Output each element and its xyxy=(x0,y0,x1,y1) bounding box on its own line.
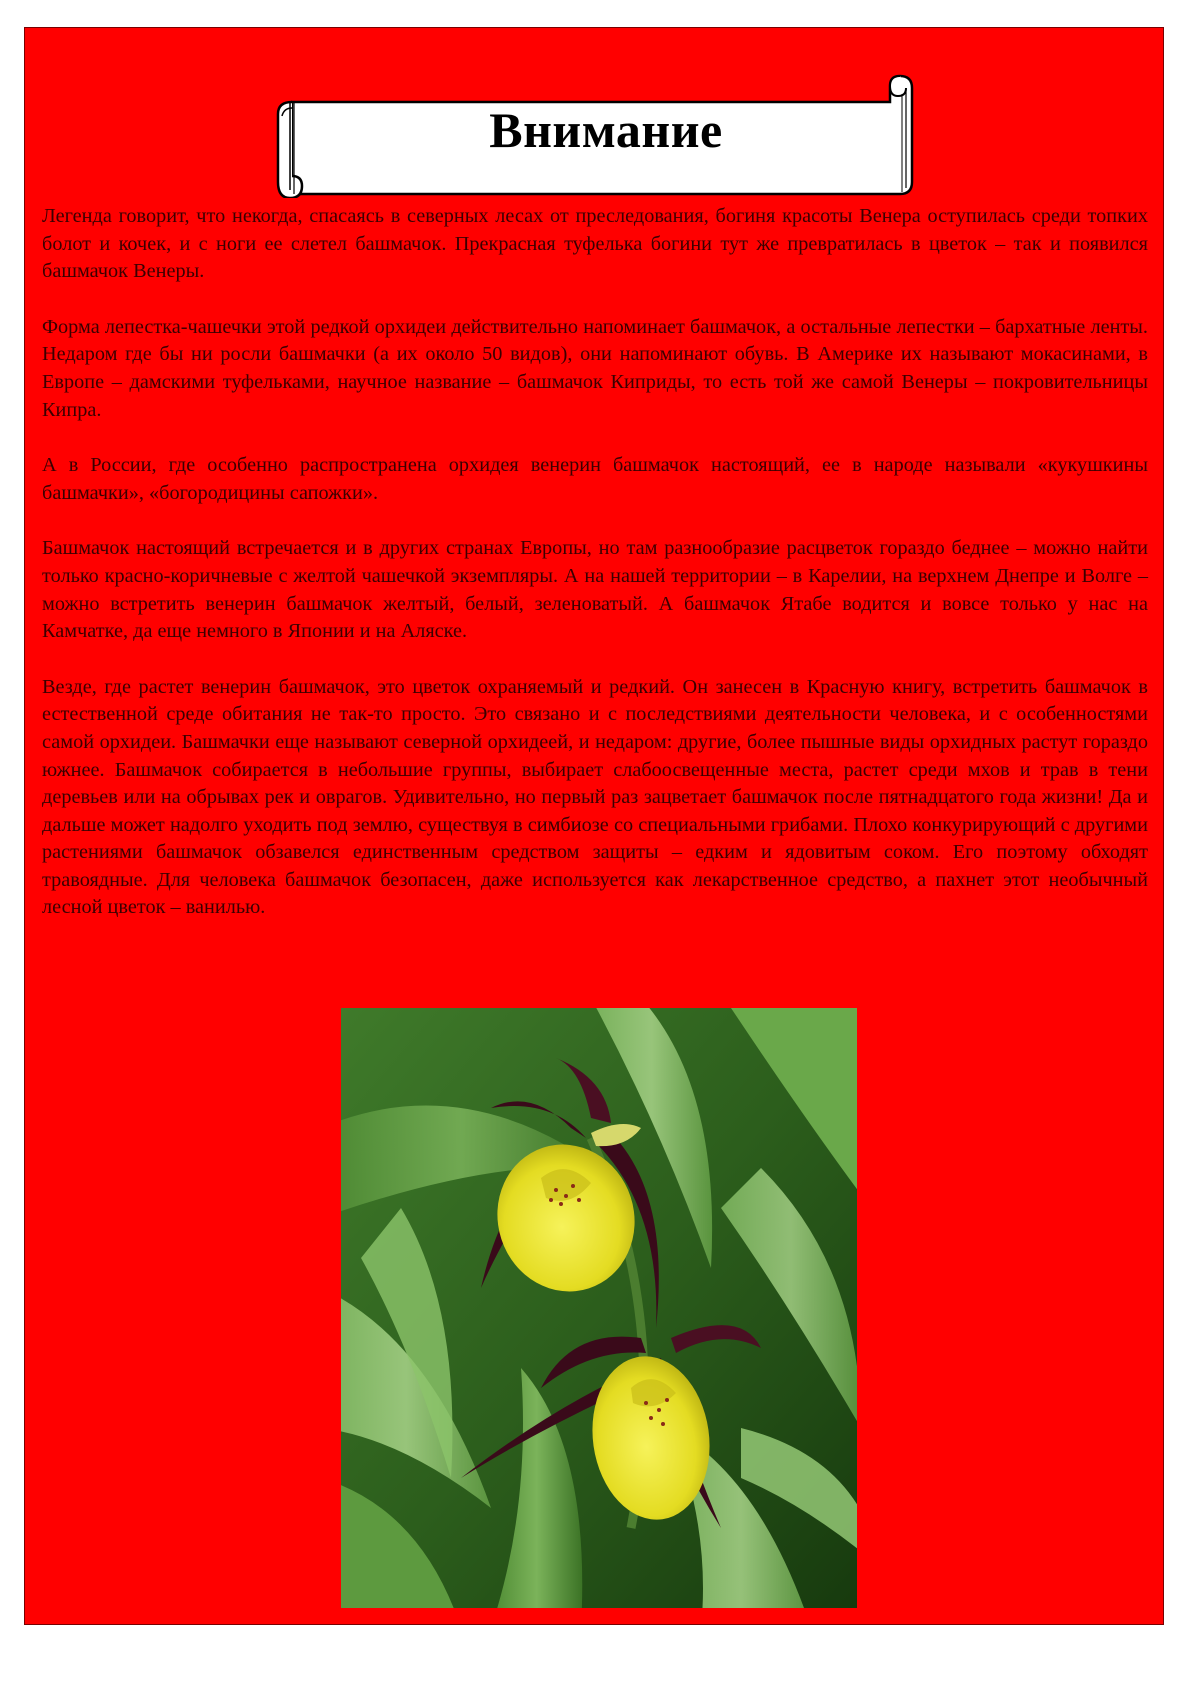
orchid-photo xyxy=(341,1008,857,1608)
page-title: Внимание xyxy=(489,102,723,158)
article-body xyxy=(42,203,1148,922)
document-page xyxy=(24,27,1164,1625)
paragraph-legend: Легенда говорит, что некогда, спасаясь в северных лесах от преследования, богиня красоты Венера оступилась среди топких болот и кочек, и с ноги ее слетел башмачок. Прекрасная туфелька богини тут же превратилась в цветок – так и появился башмачок Венеры. xyxy=(42,205,1148,283)
paragraph-europe: Башмачок настоящий встречается и в других странах Европы, но там разнообразие расцветок гораздо беднее – можно найти только красно-коричневые с желтой чашечкой экземпляры. А на нашей территории – в Карелии, на верхнем Днепре и Волге – можно встретить венерин башмачок желтый, белый, зеленоватый. А башмачок Ятабе водится и вовсе только у нас на Камчатке, да еще немного в Японии и на Аляске. xyxy=(42,537,1148,643)
paragraph-protection: Везде, где растет венерин башмачок, это цветок охраняемый и редкий. Он занесен в Красную книгу, встретить башмачок в естественной среде обитания не так-то просто. Это связано и с последствиями деятельности человека, и с особенностями самой орхидеи. Башмачки еще называют северной орхидеей, и недаром: другие, более пышные виды орхидных растут гораздо южнее. Башмачок собирается в небольшие группы, выбирает слабоосвещенные места, растет среди мхов и трав в тени деревьев или на обрывах рек и оврагов. Удивительно, но первый раз зацветает башмачок после пятнадцатого года жизни! Да и дальше может надолго уходить под землю, существуя в симбиозе со специальными грибами. Плохо конкурирующий с другими растениями башмачок обзавелся единственным средством защиты – едким и ядовитым соком. Его поэтому обходят травоядные. Для человека башмачок безопасен, даже используется как лекарственное средство, а пахнет этот необычный лесной цветок – ванилью. xyxy=(42,675,1148,919)
title-banner xyxy=(270,72,942,198)
paragraph-shape: Форма лепестка-чашечки этой редкой орхидеи действительно напоминает башмачок, а остальные лепестки – бархатные ленты. Недаром где бы ни росли башмачки (а их около 50 видов), они напоминают обувь. В Америке их называют мокасинами, в Европе – дамскими туфельками, научное название – башмачок Киприды, то есть той же самой Венеры – покровительницы Кипра. xyxy=(42,315,1148,421)
paragraph-russia: А в России, где особенно распространена орхидея венерин башмачок настоящий, ее в народе называли «кукушкины башмачки», «богородицины сапожки». xyxy=(42,454,1148,504)
orchid-illustration xyxy=(341,1008,857,1608)
